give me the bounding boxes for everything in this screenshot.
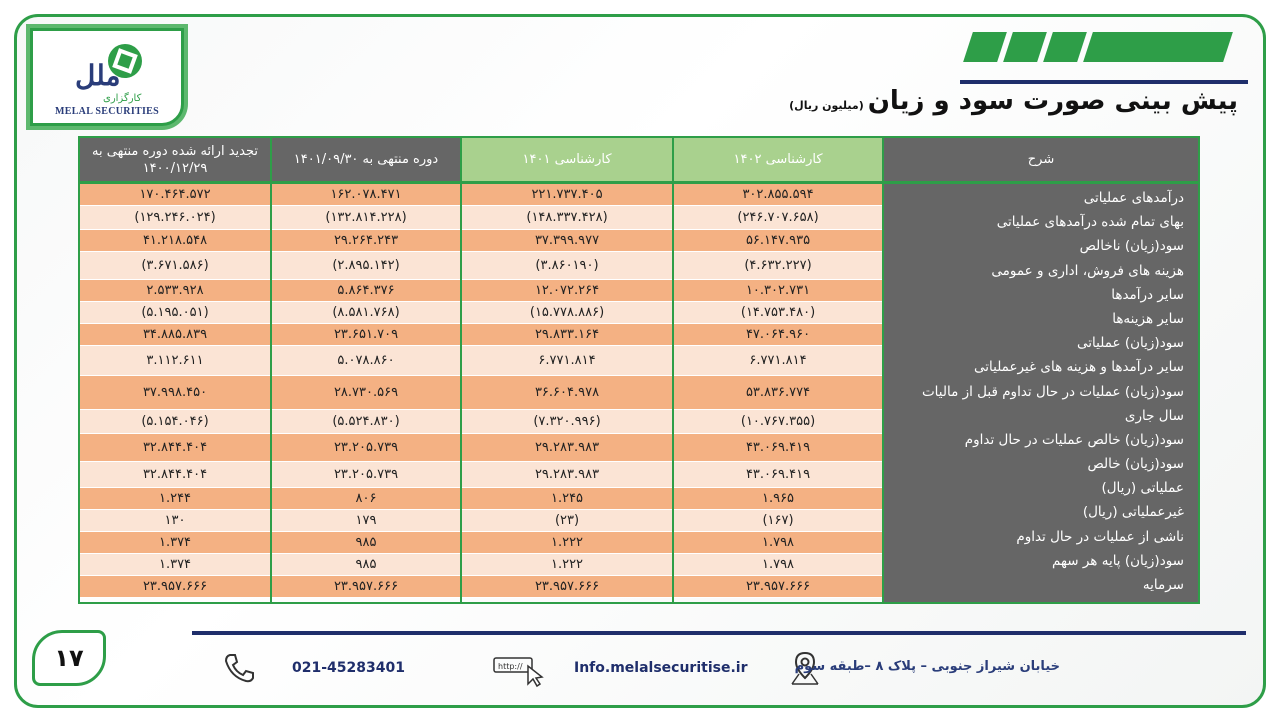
row-label-pretax-profit: سود(زیان) عملیات در حال تداوم قبل از مالیات (921, 383, 1184, 400)
cell-col2-selling-admin-expenses: (۳.۸۶۰۱۹۰) (462, 252, 672, 280)
phone-icon (222, 652, 256, 684)
column-forecast-1401 (460, 138, 672, 602)
footer-address: خیابان شیراز جنوبی – پلاک ۸ –طبقه سوم (794, 659, 1060, 674)
cell-col0-eps-continuing: ۱.۳۷۴ (80, 532, 270, 554)
cell-col0-cost-of-revenue: (۱۲۹.۲۴۶.۰۲۴) (80, 206, 270, 230)
cell-col2-pretax-profit: ۳۶.۶۰۴.۹۷۸ (462, 376, 672, 410)
cell-col3-eps-basic: ۱.۷۹۸ (674, 554, 882, 576)
row-label-revenue: درآمدهای عملیاتی (1083, 190, 1184, 206)
cell-col3-selling-admin-expenses: (۴.۶۳۲.۲۲۷) (674, 252, 882, 280)
header-period-1401-09: دوره منتهی به ۱۴۰۱/۰۹/۳۰ (272, 138, 460, 184)
cell-col3-other-expenses: (۱۴.۷۵۳.۴۸۰) (674, 302, 882, 324)
cell-col2-eps-operating: ۱.۲۴۵ (462, 488, 672, 510)
cell-col0-eps-basic: ۱.۳۷۴ (80, 554, 270, 576)
cell-col0-other-expenses: (۵.۱۹۵.۰۵۱) (80, 302, 270, 324)
web-link-icon (492, 652, 548, 688)
cell-col3-gross-profit: ۵۶.۱۴۷.۹۳۵ (674, 230, 882, 252)
cell-col3-pretax-profit: ۵۳.۸۳۶.۷۷۴ (674, 376, 882, 410)
footer-divider (192, 631, 1246, 635)
row-label-eps-continuing: ناشی از عملیات در حال تداوم (1016, 528, 1184, 545)
cell-col1-capital: ۲۳.۹۵۷.۶۶۶ (272, 576, 460, 598)
cell-col3-net-profit: ۴۳.۰۶۹.۴۱۹ (674, 462, 882, 488)
cell-col2-current-year-tax: (۷.۳۲۰.۹۹۶) (462, 410, 672, 434)
cell-col3-operating-profit: ۴۷.۰۶۴.۹۶۰ (674, 324, 882, 346)
cell-col3-other-income: ۱۰.۳۰۲.۷۳۱ (674, 280, 882, 302)
column-forecast-1402 (672, 138, 882, 602)
row-label-other-expenses: سایر هزینه‌ها (1112, 310, 1184, 327)
cell-col0-eps-operating: ۱.۲۴۴ (80, 488, 270, 510)
row-label-net-continuing-profit: سود(زیان) خالص عملیات در حال تداوم (964, 431, 1184, 448)
cell-col0-operating-profit: ۳۴.۸۸۵.۸۳۹ (80, 324, 270, 346)
cell-col3-eps-continuing: ۱.۷۹۸ (674, 532, 882, 554)
cell-col2-non-operating-items: ۶.۷۷۱.۸۱۴ (462, 346, 672, 376)
cell-col0-selling-admin-expenses: (۳.۶۷۱.۵۸۶) (80, 252, 270, 280)
header-forecast-1402: کارشناسی ۱۴۰۲ (674, 138, 882, 184)
cell-col0-capital: ۲۳.۹۵۷.۶۶۶ (80, 576, 270, 598)
logo-subtitle: کارگزاری (103, 93, 142, 104)
cell-col1-operating-profit: ۲۳.۶۵۱.۷۰۹ (272, 324, 460, 346)
column-period-1401-09 (270, 138, 460, 602)
cell-col2-net-profit: ۲۹.۲۸۳.۹۸۳ (462, 462, 672, 488)
cell-col3-current-year-tax: (۱۰.۷۶۷.۳۵۵) (674, 410, 882, 434)
cell-col0-non-operating-items: ۳.۱۱۲.۶۱۱ (80, 346, 270, 376)
page-title (789, 86, 1238, 116)
header-forecast-1401: کارشناسی ۱۴۰۱ (462, 138, 672, 184)
cell-col1-revenue: ۱۶۲.۰۷۸.۴۷۱ (272, 184, 460, 206)
page-number: ۱۷ (32, 630, 106, 686)
cell-col1-selling-admin-expenses: (۲.۸۹۵.۱۴۲) (272, 252, 460, 280)
cell-col2-other-expenses: (۱۵.۷۷۸.۸۸۶) (462, 302, 672, 324)
cell-col1-gross-profit: ۲۹.۲۶۴.۲۴۳ (272, 230, 460, 252)
cell-col1-eps-basic: ۹۸۵ (272, 554, 460, 576)
cell-col3-eps-operating: ۱.۹۶۵ (674, 488, 882, 510)
header-restated-1400: تجدید ارائه شده دوره منتهی به ۱۴۰۰/۱۲/۲۹ (80, 138, 270, 184)
row-label-current-year-tax: سال جاری (1124, 407, 1184, 424)
cell-col0-eps-non-operating: ۱۳۰ (80, 510, 270, 532)
cell-col1-other-expenses: (۸.۵۸۱.۷۶۸) (272, 302, 460, 324)
cell-col0-other-income: ۲.۵۳۳.۹۲۸ (80, 280, 270, 302)
page-title-unit: (میلیون ریال) (789, 99, 864, 112)
cell-col1-other-income: ۵.۸۶۴.۳۷۶ (272, 280, 460, 302)
cell-col0-gross-profit: ۴۱.۲۱۸.۵۴۸ (80, 230, 270, 252)
row-label-selling-admin-expenses: هزینه های فروش، اداری و عمومی (991, 262, 1184, 279)
title-underline (960, 80, 1248, 84)
cell-col1-pretax-profit: ۲۸.۷۳۰.۵۶۹ (272, 376, 460, 410)
cell-col2-revenue: ۲۲۱.۷۳۷.۴۰۵ (462, 184, 672, 206)
row-label-eps-basic: سود(زیان) پایه هر سهم (1052, 552, 1184, 569)
http-label: http:// (498, 662, 523, 671)
title-decoration (968, 32, 1248, 62)
cell-col2-cost-of-revenue: (۱۴۸.۳۳۷.۴۲۸) (462, 206, 672, 230)
cell-col0-net-profit: ۳۲.۸۴۴.۴۰۴ (80, 462, 270, 488)
cell-col1-current-year-tax: (۵.۵۲۴.۸۳۰) (272, 410, 460, 434)
cell-col3-net-continuing-profit: ۴۳.۰۶۹.۴۱۹ (674, 434, 882, 462)
cell-col2-eps-basic: ۱.۲۲۲ (462, 554, 672, 576)
cell-col3-eps-non-operating: (۱۶۷) (674, 510, 882, 532)
column-restated-1400 (80, 138, 270, 602)
row-label-eps-operating: عملیاتی (ریال) (1101, 480, 1184, 497)
row-label-non-operating-items: سایر درآمدها و هزینه های غیرعملیاتی (974, 359, 1184, 376)
cell-col2-net-continuing-profit: ۲۹.۲۸۳.۹۸۳ (462, 434, 672, 462)
logo-name: ملل (75, 59, 121, 92)
cell-col1-eps-operating: ۸۰۶ (272, 488, 460, 510)
cell-col1-net-profit: ۲۳.۲۰۵.۷۳۹ (272, 462, 460, 488)
cell-col0-revenue: ۱۷۰.۴۶۴.۵۷۲ (80, 184, 270, 206)
footer-website[interactable]: Info.melalsecuritise.ir (574, 660, 748, 676)
cell-col1-eps-continuing: ۹۸۵ (272, 532, 460, 554)
cell-col2-eps-continuing: ۱.۲۲۲ (462, 532, 672, 554)
company-logo (30, 28, 184, 126)
column-description (882, 138, 1198, 602)
page-title-text: پیش بینی صورت سود و زیان (867, 86, 1238, 116)
cell-col2-eps-non-operating: (۲۳) (462, 510, 672, 532)
melal-logo-icon (73, 39, 153, 109)
header-description: شرح (884, 138, 1198, 184)
row-label-other-income: سایر درآمدها (1111, 286, 1184, 303)
row-label-net-profit: سود(زیان) خالص (1087, 456, 1184, 473)
footer-phone: 021-45283401 (292, 660, 405, 676)
cell-col1-eps-non-operating: ۱۷۹ (272, 510, 460, 532)
cell-col3-capital: ۲۳.۹۵۷.۶۶۶ (674, 576, 882, 598)
row-label-cost-of-revenue: بهای تمام شده درآمدهای عملیاتی (996, 214, 1184, 231)
cell-col3-revenue: ۳۰۲.۸۵۵.۵۹۴ (674, 184, 882, 206)
cell-col3-cost-of-revenue: (۲۴۶.۷۰۷.۶۵۸) (674, 206, 882, 230)
cell-col2-other-income: ۱۲.۰۷۲.۲۶۴ (462, 280, 672, 302)
row-label-capital: سرمایه (1142, 577, 1184, 593)
cell-col1-net-continuing-profit: ۲۳.۲۰۵.۷۳۹ (272, 434, 460, 462)
cell-col3-non-operating-items: ۶.۷۷۱.۸۱۴ (674, 346, 882, 376)
cell-col2-gross-profit: ۳۷.۳۹۹.۹۷۷ (462, 230, 672, 252)
logo-latin-text: MELAL SECURITIES (55, 106, 159, 117)
row-label-eps-non-operating: غیرعملیاتی (ریال) (1082, 504, 1184, 521)
row-label-gross-profit: سود(زیان) ناخالص (1079, 238, 1184, 255)
cell-col2-operating-profit: ۲۹.۸۳۳.۱۶۴ (462, 324, 672, 346)
cell-col1-cost-of-revenue: (۱۳۲.۸۱۴.۲۲۸) (272, 206, 460, 230)
cell-col2-capital: ۲۳.۹۵۷.۶۶۶ (462, 576, 672, 598)
row-label-operating-profit: سود(زیان) عملیاتی (1077, 335, 1184, 352)
description-list (884, 184, 1198, 602)
cell-col0-current-year-tax: (۵.۱۵۴.۰۴۶) (80, 410, 270, 434)
cell-col1-non-operating-items: ۵.۰۷۸.۸۶۰ (272, 346, 460, 376)
cell-col0-pretax-profit: ۳۷.۹۹۸.۴۵۰ (80, 376, 270, 410)
cell-col0-net-continuing-profit: ۳۲.۸۴۴.۴۰۴ (80, 434, 270, 462)
income-statement-table (78, 136, 1200, 604)
